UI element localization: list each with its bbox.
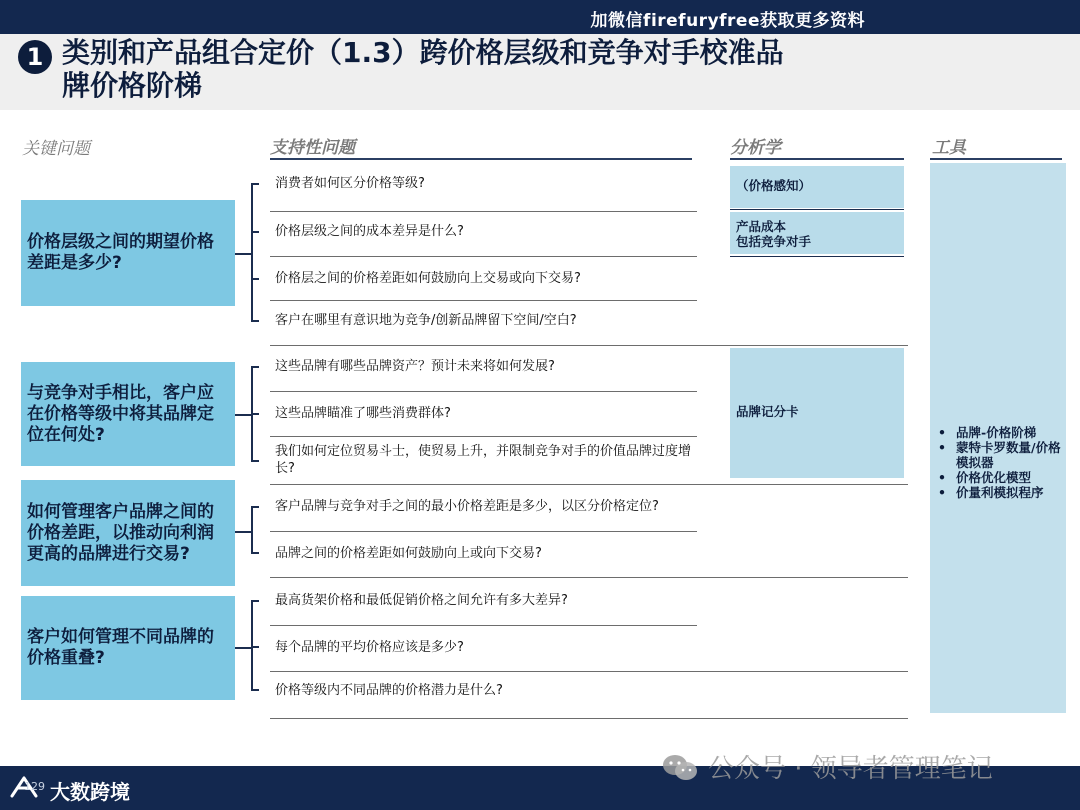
connector-line [235, 647, 252, 649]
connector-line [235, 414, 252, 416]
row-divider [270, 625, 697, 626]
column-header-supporting: 支持性问题 [270, 138, 355, 158]
key-question-text: 客户如何管理不同品牌的价格重叠? [27, 627, 214, 668]
wechat-icon [660, 752, 700, 782]
analytics-box [730, 166, 904, 208]
header-underline [930, 158, 1062, 160]
bracket-tick [251, 506, 259, 508]
bullet-icon: • [938, 440, 946, 455]
group-divider [270, 671, 908, 672]
bracket-line [251, 506, 253, 554]
bracket-tick [251, 600, 259, 602]
section-number-badge: 1 [18, 40, 52, 74]
analytics-label: 产品成本 [736, 219, 787, 234]
bracket-tick [251, 460, 259, 462]
row-divider [270, 531, 697, 532]
page-number: 129 [24, 780, 45, 793]
bracket-tick [251, 231, 259, 233]
supporting-question: 这些品牌瞄准了哪些消费群体? [275, 406, 451, 421]
connector-line [235, 531, 252, 533]
top-banner [0, 0, 1080, 34]
bracket-tick [251, 689, 259, 691]
tool-item: • 价量利模拟程序 [938, 485, 1044, 500]
column-header-analytics: 分析学 [730, 138, 781, 158]
group-divider [270, 345, 908, 346]
key-question-text: 价格层级之间的期望价格差距是多少? [27, 232, 214, 273]
bracket-tick [251, 320, 259, 322]
bracket-tick [251, 183, 259, 185]
analytics-box [730, 212, 904, 254]
bracket-tick [251, 413, 259, 415]
bracket-tick [251, 366, 259, 368]
supporting-question: 客户在哪里有意识地为竞争/创新品牌留下空间/空白? [275, 313, 577, 328]
supporting-question: 每个品牌的平均价格应该是多少? [275, 640, 464, 655]
row-divider [270, 436, 697, 437]
supporting-question: 消费者如何区分价格等级? [275, 176, 425, 191]
tool-item: • 蒙特卡罗数量/价格模拟器 [938, 440, 1061, 470]
title-line-1: 类别和产品组合定价（1.3）跨价格层级和竞争对手校准品 [62, 36, 784, 69]
brand-name: 大数跨境 [50, 780, 130, 804]
bracket-tick [251, 278, 259, 280]
supporting-question: 价格等级内不同品牌的价格潜力是什么? [275, 683, 503, 698]
bullet-icon: • [938, 425, 946, 440]
row-divider [270, 256, 697, 257]
key-question-text: 如何管理客户品牌之间的价格差距，以推动向利润更高的品牌进行交易? [27, 501, 214, 564]
header-underline [270, 158, 692, 160]
row-divider [270, 300, 697, 301]
key-question-text: 与竞争对手相比，客户应在价格等级中将其品牌定位在何处? [27, 382, 214, 445]
supporting-question: 最高货架价格和最低促销价格之间允许有多大差异? [275, 593, 568, 608]
row-divider [270, 211, 697, 212]
header-underline [730, 158, 904, 160]
analytics-label: 包括竞争对手 [736, 234, 812, 249]
page-title [62, 36, 882, 102]
row-divider [270, 391, 697, 392]
bracket-line [251, 183, 253, 321]
supporting-question: 客户品牌与竞争对手之间的最小价格差距是多少，以区分价格定位? [275, 499, 659, 514]
bullet-icon: • [938, 470, 946, 485]
key-question-box [21, 362, 235, 466]
analytics-box [730, 348, 904, 478]
bracket-tick [251, 646, 259, 648]
group-divider [270, 484, 908, 485]
tool-item: • 价格优化模型 [938, 470, 1032, 485]
key-question-box [21, 200, 235, 306]
supporting-question: 价格层之间的价格差距如何鼓励向上交易或向下交易? [275, 271, 581, 286]
group-divider [270, 718, 908, 719]
connector-line [235, 253, 252, 255]
bullet-icon: • [938, 485, 946, 500]
tool-item: • 品牌-价格阶梯 [938, 425, 1037, 440]
title-line-2: 牌价格阶梯 [62, 69, 203, 102]
supporting-question: 我们如何定位贸易斗士，使贸易上升，并限制竞争对手的价值品牌过度增长? [275, 444, 692, 476]
supporting-question: 价格层级之间的成本差异是什么? [275, 224, 464, 239]
column-header-tools: 工具 [932, 138, 966, 158]
key-question-box [21, 480, 235, 586]
tools-list [936, 425, 1062, 500]
analytics-divider [730, 209, 904, 210]
supporting-question: 这些品牌有哪些品牌资产？预计未来将如何发展? [275, 359, 555, 374]
watermark-text: 公众号 · 领导者管理笔记 [708, 754, 993, 784]
supporting-question: 品牌之间的价格差距如何鼓励向上或向下交易? [275, 546, 542, 561]
banner-text: 加微信firefuryfree获取更多资料 [590, 11, 865, 31]
analytics-divider [730, 256, 904, 257]
group-divider [270, 577, 908, 578]
analytics-label: （价格感知） [736, 178, 812, 193]
column-header-key: 关键问题 [22, 139, 90, 159]
bracket-tick [251, 552, 259, 554]
analytics-label: 品牌记分卡 [736, 404, 799, 419]
key-question-box [21, 596, 235, 700]
